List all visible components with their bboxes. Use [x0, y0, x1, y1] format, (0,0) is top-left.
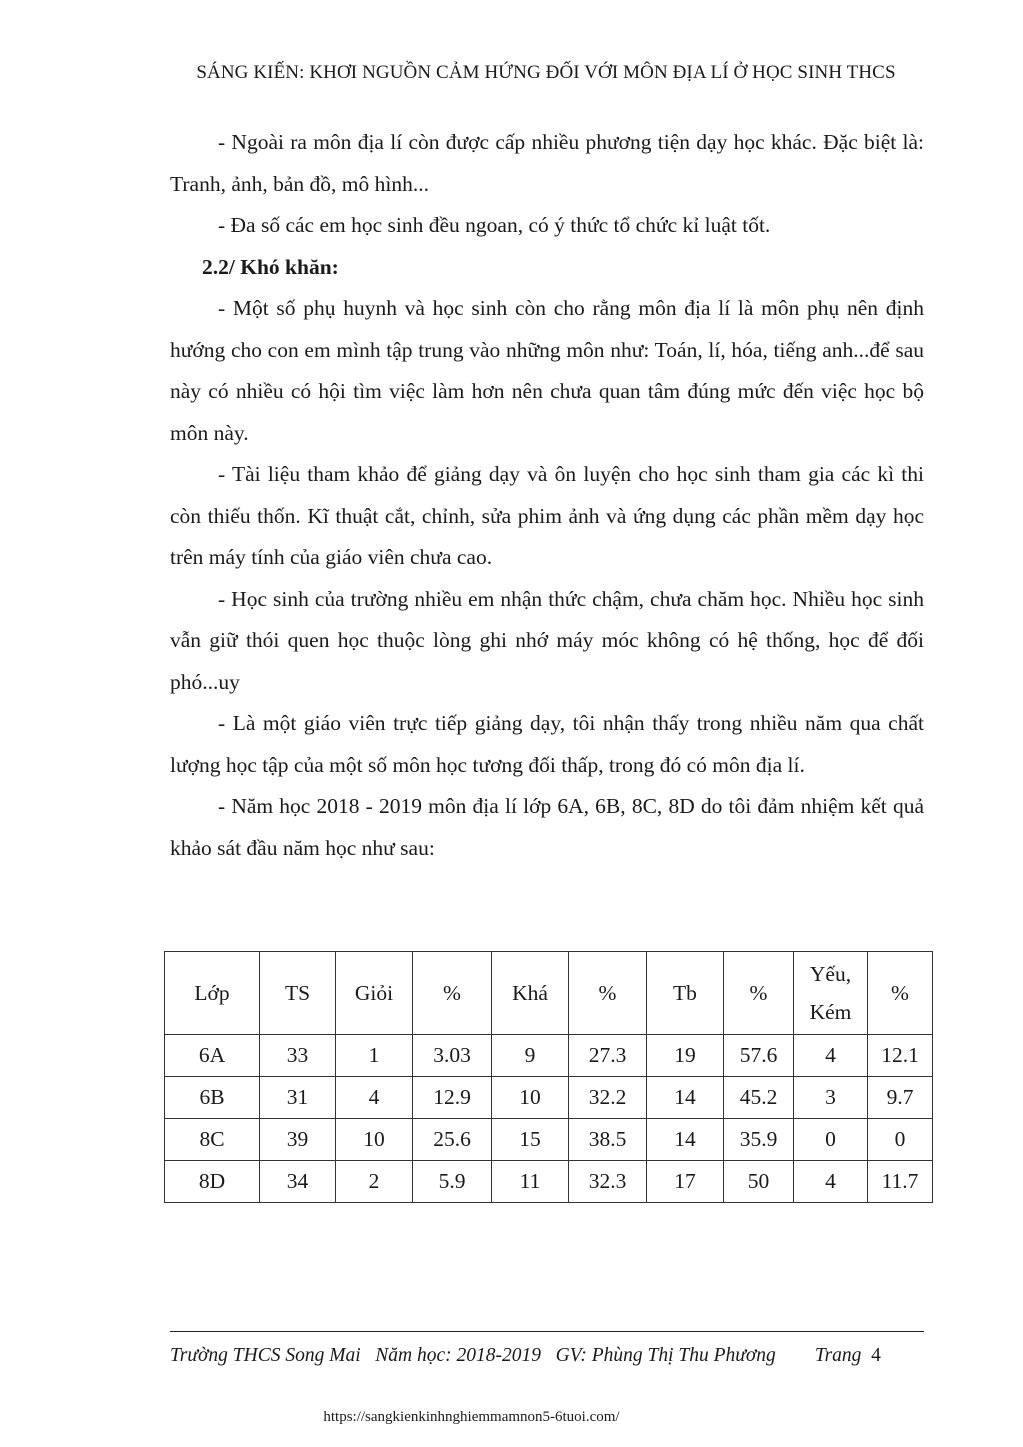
table-cell: 17	[647, 1161, 724, 1203]
table-cell: 9.7	[868, 1077, 933, 1119]
paragraph: - Tài liệu tham khảo để giảng dạy và ôn luyện cho học sinh tham gia các kì thi còn thiếu thốn. Kĩ thuật cắt, chỉnh, sửa phim ảnh và ứng dụng các phần mềm dạy học trên máy tính của giáo viên chưa cao.	[170, 462, 924, 569]
table-cell: 11.7	[868, 1161, 933, 1203]
page-header: SÁNG KIẾN: KHƠI NGUỒN CẢM HỨNG ĐỐI VỚI MÔN ĐỊA LÍ Ở HỌC SINH THCS	[196, 62, 896, 83]
table-cell: 0	[794, 1119, 868, 1161]
table-cell: 57.6	[724, 1035, 794, 1077]
table-cell: 9	[492, 1035, 569, 1077]
table-cell: 0	[868, 1119, 933, 1161]
column-header: Lớp	[165, 952, 260, 1035]
table-cell: 27.3	[569, 1035, 647, 1077]
table-cell: 5.9	[413, 1161, 492, 1203]
section-heading: 2.2/ Khó khăn:	[202, 254, 339, 279]
source-url[interactable]: https://sangkienkinhnghiemmamnon5-6tuoi.com/	[323, 1409, 620, 1425]
paragraph: - Một số phụ huynh và học sinh còn cho rằng môn địa lí là môn phụ nên định hướng cho con em mình tập trung vào những môn như: Toán, lí, hóa, tiếng anh...để sau này có nhiều có hội tìm việc làm hơn nên chưa quan tâm đúng mức đến việc học bộ môn này.	[170, 296, 924, 445]
table-cell: 1	[336, 1035, 413, 1077]
table-cell: 4	[794, 1035, 868, 1077]
footer-school: Trường THCS Song Mai	[170, 1345, 361, 1366]
table-cell: 39	[260, 1119, 336, 1161]
footer-divider	[170, 1331, 924, 1332]
table-cell: 19	[647, 1035, 724, 1077]
column-header: TS	[260, 952, 336, 1035]
table-row	[165, 1035, 933, 1077]
column-header: Khá	[492, 952, 569, 1035]
page-footer	[170, 1345, 924, 1367]
table-cell: 32.2	[569, 1077, 647, 1119]
table-cell: 45.2	[724, 1077, 794, 1119]
table-cell: 4	[336, 1077, 413, 1119]
table-cell: 3.03	[413, 1035, 492, 1077]
table-cell: 6A	[165, 1035, 260, 1077]
table-cell: 38.5	[569, 1119, 647, 1161]
table-cell: 11	[492, 1161, 569, 1203]
paragraph: - Đa số các em học sinh đều ngoan, có ý thức tổ chức kỉ luật tốt.	[218, 213, 771, 237]
table-cell: 14	[647, 1119, 724, 1161]
footer-year: Năm học: 2018-2019	[375, 1345, 541, 1366]
table-cell: 4	[794, 1161, 868, 1203]
column-header: Yếu, Kém	[794, 952, 868, 1035]
paragraph: - Ngoài ra môn địa lí còn được cấp nhiều phương tiện dạy học khác. Đặc biệt là: Tranh, ảnh, bản đồ, mô hình...	[170, 130, 924, 196]
table-cell: 3	[794, 1077, 868, 1119]
table-row	[165, 1077, 933, 1119]
table-cell: 35.9	[724, 1119, 794, 1161]
table-cell: 2	[336, 1161, 413, 1203]
table-cell: 10	[492, 1077, 569, 1119]
table-cell: 12.1	[868, 1035, 933, 1077]
table-cell: 6B	[165, 1077, 260, 1119]
results-table-wrapper	[164, 951, 932, 1203]
column-header: %	[868, 952, 933, 1035]
table-row	[165, 1161, 933, 1203]
table-cell: 34	[260, 1161, 336, 1203]
table-cell: 50	[724, 1161, 794, 1203]
table-cell: 32.3	[569, 1161, 647, 1203]
table-cell: 10	[336, 1119, 413, 1161]
column-header: %	[724, 952, 794, 1035]
table-cell: 8D	[165, 1161, 260, 1203]
column-header: Tb	[647, 952, 724, 1035]
footer-teacher: GV: Phùng Thị Thu Phương	[555, 1345, 776, 1366]
table-cell: 15	[492, 1119, 569, 1161]
column-header: %	[569, 952, 647, 1035]
paragraph: - Học sinh của trường nhiều em nhận thức chậm, chưa chăm học. Nhiều học sinh vẫn giữ thói quen học thuộc lòng ghi nhớ máy móc không có hệ thống, học để đối phó...uy	[170, 586, 924, 694]
table-cell: 12.9	[413, 1077, 492, 1119]
document-body	[170, 122, 924, 869]
page-number: 4	[871, 1345, 881, 1366]
table-row	[165, 1119, 933, 1161]
table-cell: 8C	[165, 1119, 260, 1161]
column-header: %	[413, 952, 492, 1035]
results-table	[164, 951, 933, 1203]
table-cell: 31	[260, 1077, 336, 1119]
table-cell: 25.6	[413, 1119, 492, 1161]
footer-page-label: Trang	[814, 1345, 862, 1366]
table-cell: 14	[647, 1077, 724, 1119]
paragraph: - Năm học 2018 - 2019 môn địa lí lớp 6A, 6B, 8C, 8D do tôi đảm nhiệm kết quả khảo sát đầu năm học như sau:	[170, 794, 924, 860]
table-header-row	[165, 952, 933, 1035]
table-cell: 33	[260, 1035, 336, 1077]
paragraph: - Là một giáo viên trực tiếp giảng dạy, tôi nhận thấy trong nhiều năm qua chất lượng học tập của một số môn học tương đối thấp, trong đó có môn địa lí.	[170, 711, 924, 777]
column-header: Giỏi	[336, 952, 413, 1035]
